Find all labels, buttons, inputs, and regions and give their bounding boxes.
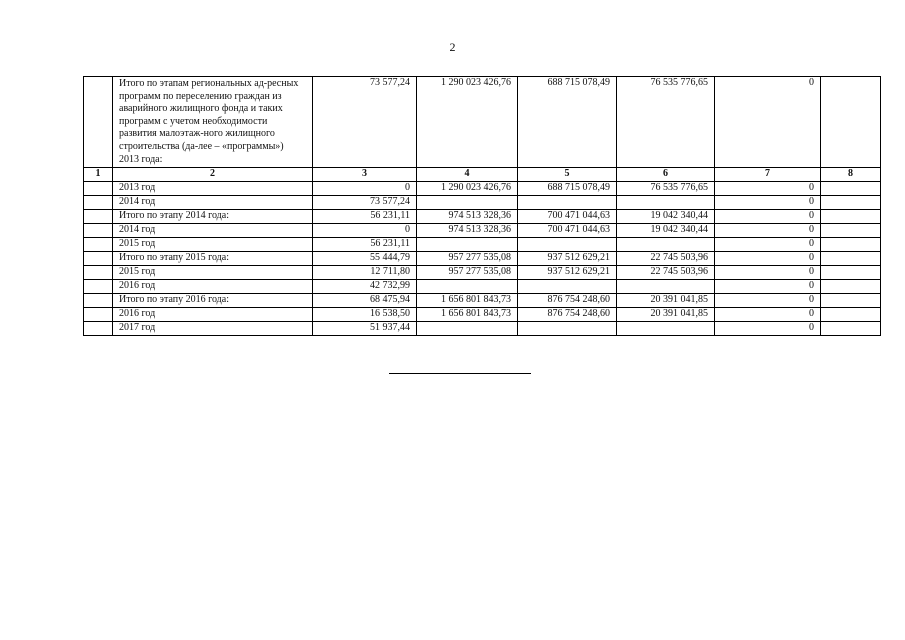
cell-col5: 876 754 248,60 [518, 294, 617, 308]
cell-col4: 957 277 535,08 [417, 266, 518, 280]
cell-col1 [84, 308, 113, 322]
column-number: 1 [84, 168, 113, 182]
cell-col1 [84, 210, 113, 224]
cell-col3: 68 475,94 [313, 294, 417, 308]
cell-col4 [417, 238, 518, 252]
cell-col3: 0 [313, 182, 417, 196]
column-number: 5 [518, 168, 617, 182]
table-row [84, 280, 881, 294]
cell-col3: 55 444,79 [313, 252, 417, 266]
intro-c8 [821, 77, 881, 168]
intro-c7: 0 [715, 77, 821, 168]
row-label: 2016 год [113, 308, 313, 322]
table-row [84, 308, 881, 322]
row-label: 2017 год [113, 322, 313, 336]
column-number: 7 [715, 168, 821, 182]
cell-col8 [821, 210, 881, 224]
cell-col4 [417, 322, 518, 336]
row-label: Итого по этапу 2014 года: [113, 210, 313, 224]
cell-col8 [821, 238, 881, 252]
cell-col3: 16 538,50 [313, 308, 417, 322]
intro-row [84, 77, 881, 168]
cell-col7: 0 [715, 294, 821, 308]
table-row [84, 210, 881, 224]
cell-col4: 974 513 328,36 [417, 224, 518, 238]
cell-col3: 73 577,24 [313, 196, 417, 210]
cell-col1 [84, 196, 113, 210]
cell-col3: 42 732,99 [313, 280, 417, 294]
table-row [84, 294, 881, 308]
column-number: 2 [113, 168, 313, 182]
row-label: 2016 год [113, 280, 313, 294]
cell-col3: 56 231,11 [313, 210, 417, 224]
row-label: 2015 год [113, 238, 313, 252]
cell-col5: 700 471 044,63 [518, 224, 617, 238]
footer-divider [389, 373, 531, 374]
row-label: 2014 год [113, 196, 313, 210]
cell-col8 [821, 252, 881, 266]
cell-col8 [821, 322, 881, 336]
cell-col5: 700 471 044,63 [518, 210, 617, 224]
cell-col3: 12 711,80 [313, 266, 417, 280]
table-row [84, 224, 881, 238]
cell-col1 [84, 238, 113, 252]
cell-col8 [821, 280, 881, 294]
cell-col6: 20 391 041,85 [617, 308, 715, 322]
cell-col1 [84, 252, 113, 266]
cell-col1 [84, 266, 113, 280]
table-row [84, 266, 881, 280]
cell-col5: 937 512 629,21 [518, 266, 617, 280]
cell-col4: 1 656 801 843,73 [417, 308, 518, 322]
cell-col3: 0 [313, 224, 417, 238]
column-number: 8 [821, 168, 881, 182]
cell-col1 [84, 294, 113, 308]
cell-col4 [417, 196, 518, 210]
column-number-row [84, 168, 881, 182]
page-number: 2 [449, 40, 456, 54]
cell-col6: 22 745 503,96 [617, 266, 715, 280]
cell-col1 [84, 182, 113, 196]
intro-c4: 1 290 023 426,76 [417, 77, 518, 168]
cell-col5: 688 715 078,49 [518, 182, 617, 196]
cell-col6 [617, 322, 715, 336]
cell-col3: 56 231,11 [313, 238, 417, 252]
cell-col6 [617, 238, 715, 252]
cell-col5 [518, 238, 617, 252]
cell-col6: 19 042 340,44 [617, 210, 715, 224]
cell-col7: 0 [715, 238, 821, 252]
row-label: 2014 год [113, 224, 313, 238]
cell-col4: 1 290 023 426,76 [417, 182, 518, 196]
cell-col6: 76 535 776,65 [617, 182, 715, 196]
funding-table [83, 76, 881, 336]
table-row [84, 252, 881, 266]
table-row [84, 322, 881, 336]
cell-col6: 22 745 503,96 [617, 252, 715, 266]
cell-col7: 0 [715, 224, 821, 238]
cell-col4 [417, 280, 518, 294]
cell-col6: 19 042 340,44 [617, 224, 715, 238]
cell-col1 [84, 322, 113, 336]
row-label: 2015 год [113, 266, 313, 280]
intro-c5: 688 715 078,49 [518, 77, 617, 168]
cell-col7: 0 [715, 182, 821, 196]
row-label: Итого по этапу 2016 года: [113, 294, 313, 308]
cell-col8 [821, 196, 881, 210]
cell-col8 [821, 308, 881, 322]
table-row [84, 238, 881, 252]
cell-col4: 974 513 328,36 [417, 210, 518, 224]
intro-c6: 76 535 776,65 [617, 77, 715, 168]
cell-col6: 20 391 041,85 [617, 294, 715, 308]
cell-col7: 0 [715, 196, 821, 210]
column-number: 6 [617, 168, 715, 182]
cell-col8 [821, 224, 881, 238]
cell-col1 [84, 224, 113, 238]
row-label: Итого по этапу 2015 года: [113, 252, 313, 266]
intro-description: Итого по этапам региональных ад-ресных программ по переселению граждан из аварийного жилищного фонда и таких программ с учетом необходимости развития малоэтаж-ного жилищного строительства (да-лее – «программы») 2013 года: [113, 77, 313, 168]
cell-col4: 957 277 535,08 [417, 252, 518, 266]
cell-col7: 0 [715, 252, 821, 266]
cell-col7: 0 [715, 280, 821, 294]
cell-col5 [518, 196, 617, 210]
cell-col6 [617, 196, 715, 210]
cell-col8 [821, 266, 881, 280]
cell-col7: 0 [715, 210, 821, 224]
cell-col8 [821, 294, 881, 308]
cell-col5: 876 754 248,60 [518, 308, 617, 322]
cell-col6 [617, 280, 715, 294]
cell-col5 [518, 322, 617, 336]
cell-col3: 51 937,44 [313, 322, 417, 336]
intro-c3: 73 577,24 [313, 77, 417, 168]
column-number: 3 [313, 168, 417, 182]
cell-col7: 0 [715, 266, 821, 280]
column-number: 4 [417, 168, 518, 182]
intro-col1 [84, 77, 113, 168]
cell-col5: 937 512 629,21 [518, 252, 617, 266]
cell-col1 [84, 280, 113, 294]
table-row [84, 182, 881, 196]
row-label: 2013 год [113, 182, 313, 196]
cell-col5 [518, 280, 617, 294]
table-row [84, 196, 881, 210]
cell-col7: 0 [715, 308, 821, 322]
cell-col7: 0 [715, 322, 821, 336]
cell-col8 [821, 182, 881, 196]
cell-col4: 1 656 801 843,73 [417, 294, 518, 308]
